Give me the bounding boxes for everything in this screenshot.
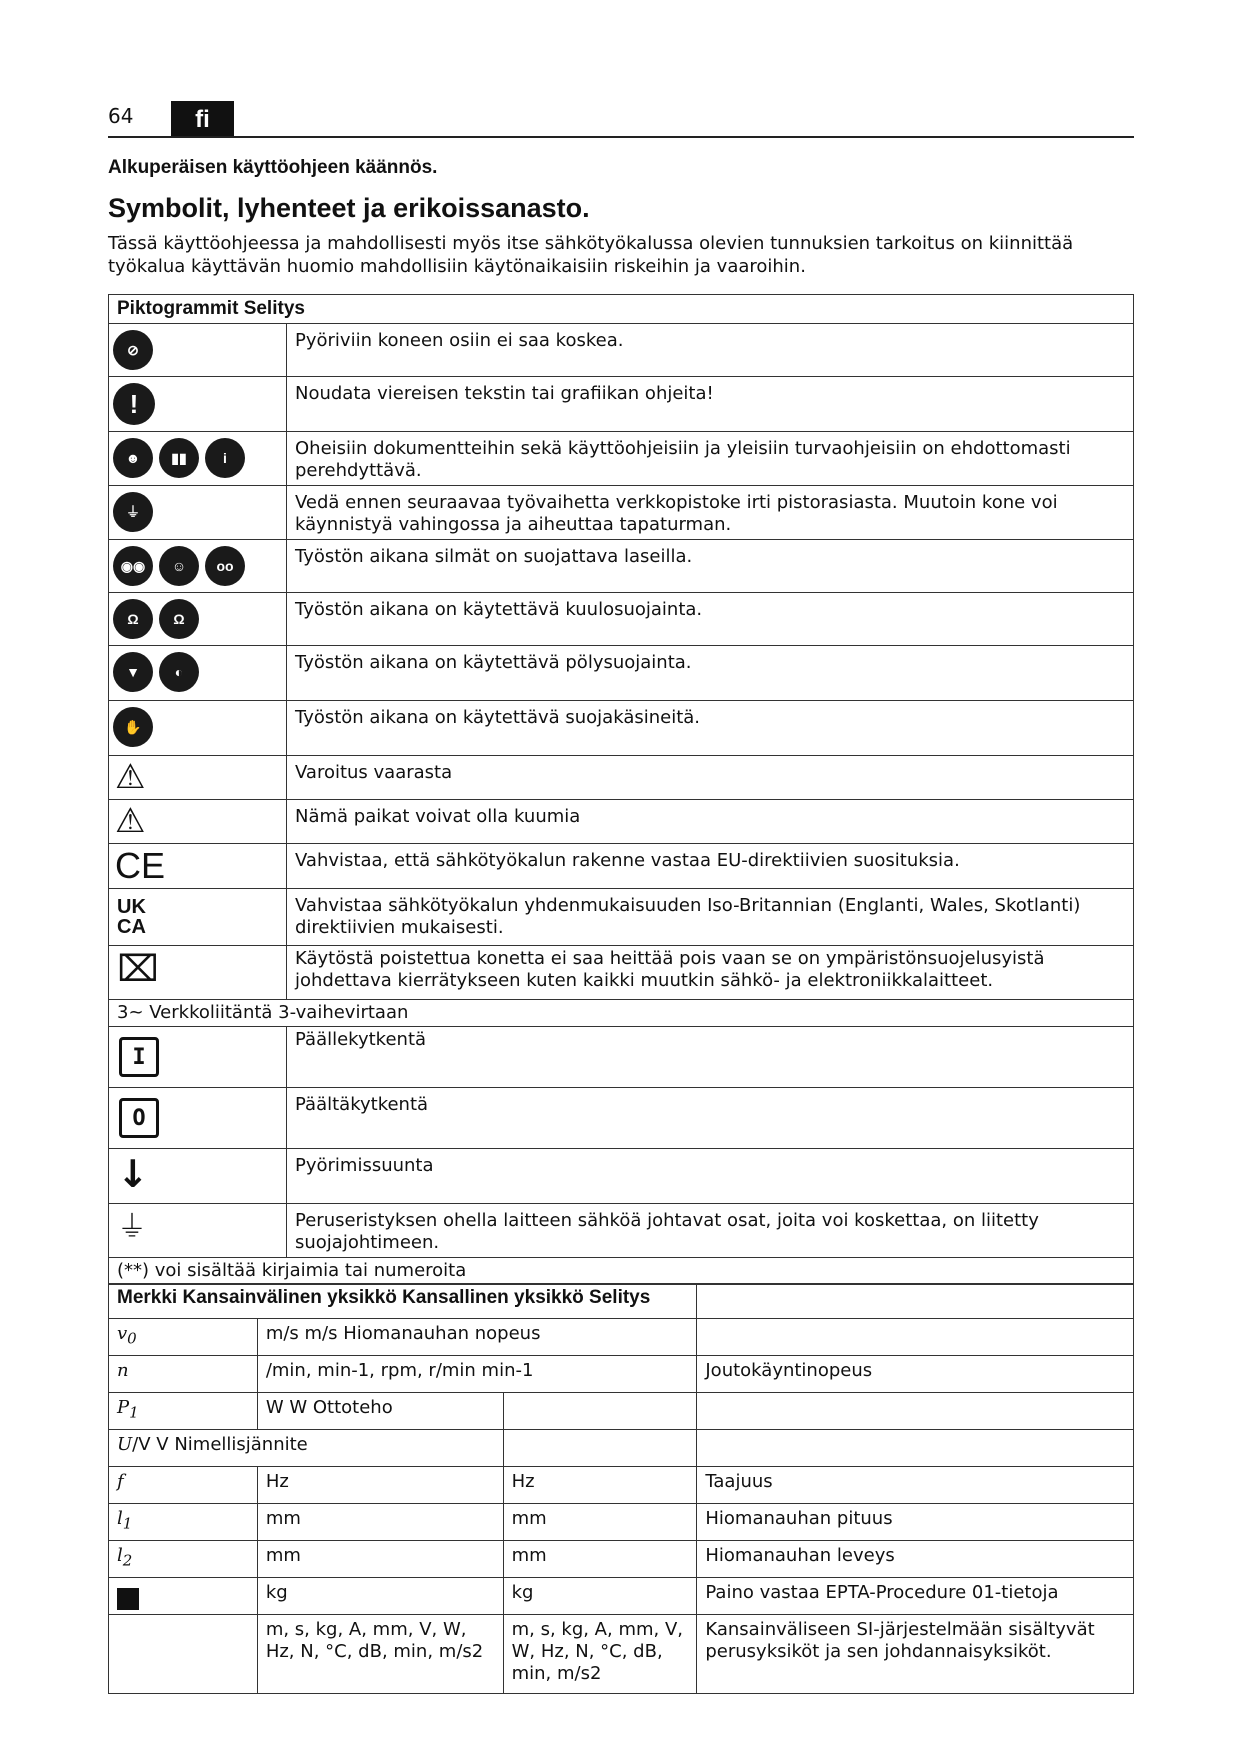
header-rule xyxy=(108,136,1134,138)
units-table-header: Merkki Kansainvälinen yksikkö Kansallinen yksikkö Selitys xyxy=(109,1284,697,1319)
pictogram-description: Vedä ennen seuraavaa työvaihetta verkkopistoke irti pistorasiasta. Muutoin kone voi käynnistyä vahingossa ja aiheuttaa tapaturman. xyxy=(287,486,1134,540)
description-cell: Kansainväliseen SI-järjestelmään sisältyvät perusyksiköt ja sen johdannaisyksiköt. xyxy=(697,1615,1134,1694)
national-unit-cell: m, s, kg, A, mm, V, W, Hz, N, °C, dB, min, m/s2 xyxy=(503,1615,697,1694)
section-title: Symbolit, lyhenteet ja erikoissanasto. xyxy=(108,193,590,223)
dust-mask-icons xyxy=(109,646,286,698)
ear-muffs-icon: Ω xyxy=(113,599,153,639)
pictogram-description: Nämä paikat voivat olla kuumia xyxy=(287,800,1134,844)
three-phase-row: 3~ Verkkoliitäntä 3-vaihevirtaan xyxy=(109,1000,1134,1027)
pictogram-description: Työstön aikana on käytettävä kuulosuojainta. xyxy=(287,593,1134,646)
person-reading-icon: ☻ xyxy=(113,438,153,478)
pictogram-description: Oheisiin dokumentteihin sekä käyttöohjeisiin ja yleisiin turvaohjeisiin on ehdottomasti perehdyttävä. xyxy=(287,432,1134,486)
units-cell: U/V V Nimellisjännite xyxy=(109,1430,504,1467)
units-cell: m, s, kg, A, mm, V, W, Hz, N, °C, dB, min, m/s2 xyxy=(257,1615,503,1694)
dust-mask-icon: ▼ xyxy=(113,652,153,692)
units-cell: kg xyxy=(257,1578,503,1615)
description-cell: Paino vastaa EPTA-Procedure 01-tietoja xyxy=(697,1578,1134,1615)
pictogram-table-footer: (**) voi sisältää kirjaimia tai numeroita xyxy=(109,1258,1134,1285)
description-cell: Hiomanauhan leveys xyxy=(697,1541,1134,1578)
language-badge: fi xyxy=(171,101,234,138)
symbol-cell: $v_0$ xyxy=(109,1319,258,1356)
pictogram-description: Pyörimissuunta xyxy=(287,1149,1134,1204)
pictogram-table-header: Piktogrammit Selitys xyxy=(109,295,1134,324)
symbol-cell: $l_2$ xyxy=(109,1541,258,1578)
weight-icon xyxy=(117,1588,139,1610)
rotation-arrow-icon: ↓ xyxy=(117,1152,149,1196)
on-switch-icon: I xyxy=(119,1037,159,1077)
national-unit-cell: kg xyxy=(503,1578,697,1615)
gloves-icon: ✋ xyxy=(113,707,153,747)
units-cell: /min, min-1, rpm, r/min min-1 xyxy=(257,1356,697,1393)
no-touch-rotating-icon: ⊘ xyxy=(113,330,153,370)
ear-protection-icons xyxy=(109,593,286,645)
intro-paragraph: Tässä käyttöohjeessa ja mahdollisesti myös itse sähkötyökalussa olevien tunnuksien tarkoitus on kiinnittää työkalua käyttävän huomio mahdollisiin käytönaikaisiin riskeihin ja vaaroihin. xyxy=(108,233,1074,277)
pictogram-description: Noudata viereisen tekstin tai grafiikan ohjeita! xyxy=(287,377,1134,432)
off-switch-icon: O xyxy=(119,1098,159,1138)
units-cell: m/s m/s Hiomanauhan nopeus xyxy=(257,1319,697,1356)
national-unit-cell: mm xyxy=(503,1504,697,1541)
symbol-cell: n xyxy=(109,1356,258,1393)
mandatory-exclamation-icon: ! xyxy=(113,383,155,425)
units-table xyxy=(108,1283,1134,1694)
pictogram-description: Peruseristyksen ohella laitteen sähköä johtavat osat, joita voi koskettaa, on liitetty suojajohtimeen. xyxy=(287,1204,1134,1258)
symbol-cell: $P_1$ xyxy=(109,1393,258,1430)
units-cell: W W Ottoteho xyxy=(257,1393,503,1430)
read-manual-icons xyxy=(109,432,286,484)
ear-plugs-icon: Ω xyxy=(159,599,199,639)
units-cell: mm xyxy=(257,1504,503,1541)
unplug-icon: ⏚ xyxy=(113,492,153,532)
pictogram-description: Vahvistaa, että sähkötyökalun rakenne vastaa EU-direktiivien suosituksia. xyxy=(287,844,1134,889)
pictogram-description: Päältäkytkentä xyxy=(287,1088,1134,1149)
protective-earth-icon: ⏚ xyxy=(117,1210,147,1245)
pictogram-description: Varoitus vaarasta xyxy=(287,756,1134,800)
description-cell: Taajuus xyxy=(697,1467,1134,1504)
symbol-cell: $l_1$ xyxy=(109,1504,258,1541)
units-cell: Hz xyxy=(257,1467,503,1504)
symbol-cell: f xyxy=(109,1467,258,1504)
pictogram-description: Työstön aikana silmät on suojattava laseilla. xyxy=(287,540,1134,593)
pictogram-description: Päällekytkentä xyxy=(287,1027,1134,1088)
page-number: 64 xyxy=(108,104,134,128)
national-unit-cell: Hz xyxy=(503,1467,697,1504)
ce-mark-icon: CE xyxy=(115,845,166,886)
respirator-icon: ◐ xyxy=(159,652,199,692)
face-shield-icon: ☺ xyxy=(159,546,199,586)
weee-bin-icon: ⌧ xyxy=(117,949,159,990)
pictogram-description: Työstön aikana on käytettävä pölysuojainta. xyxy=(287,646,1134,701)
description-cell: Joutokäyntinopeus xyxy=(697,1356,1134,1393)
goggles-icon: ◉◉ xyxy=(113,546,153,586)
symbol-cell xyxy=(109,1578,258,1615)
pictogram-table xyxy=(108,294,1134,1285)
pictogram-description: Käytöstä poistettua konetta ei saa heittää pois vaan se on ympäristönsuojelusyistä johdettava kierrätykseen kuten kaikki muutkin sähkö- ja elektroniikkalaitteet. xyxy=(287,946,1134,1000)
eye-protection-icons xyxy=(109,540,286,592)
pictogram-description: Työstön aikana on käytettävä suojakäsineitä. xyxy=(287,701,1134,756)
ukca-mark-icon: UK CA xyxy=(117,896,146,938)
document-subtitle: Alkuperäisen käyttöohjeen käännös. xyxy=(108,157,438,178)
pictogram-description: Vahvistaa sähkötyökalun yhdenmukaisuuden Iso-Britannian (Englanti, Wales, Skotlanti) direktiivien mukaisesti. xyxy=(287,889,1134,946)
manual-icon: i xyxy=(205,438,245,478)
units-cell: mm xyxy=(257,1541,503,1578)
national-unit-cell: mm xyxy=(503,1541,697,1578)
glasses-icon: oo xyxy=(205,546,245,586)
pictogram-description: Pyöriviin koneen osiin ei saa koskea. xyxy=(287,324,1134,377)
hot-surface-icon: ⚠ xyxy=(115,801,146,841)
warning-triangle-icon: ⚠ xyxy=(115,757,146,797)
book-icon: ▮▮ xyxy=(159,438,199,478)
description-cell: Hiomanauhan pituus xyxy=(697,1504,1134,1541)
